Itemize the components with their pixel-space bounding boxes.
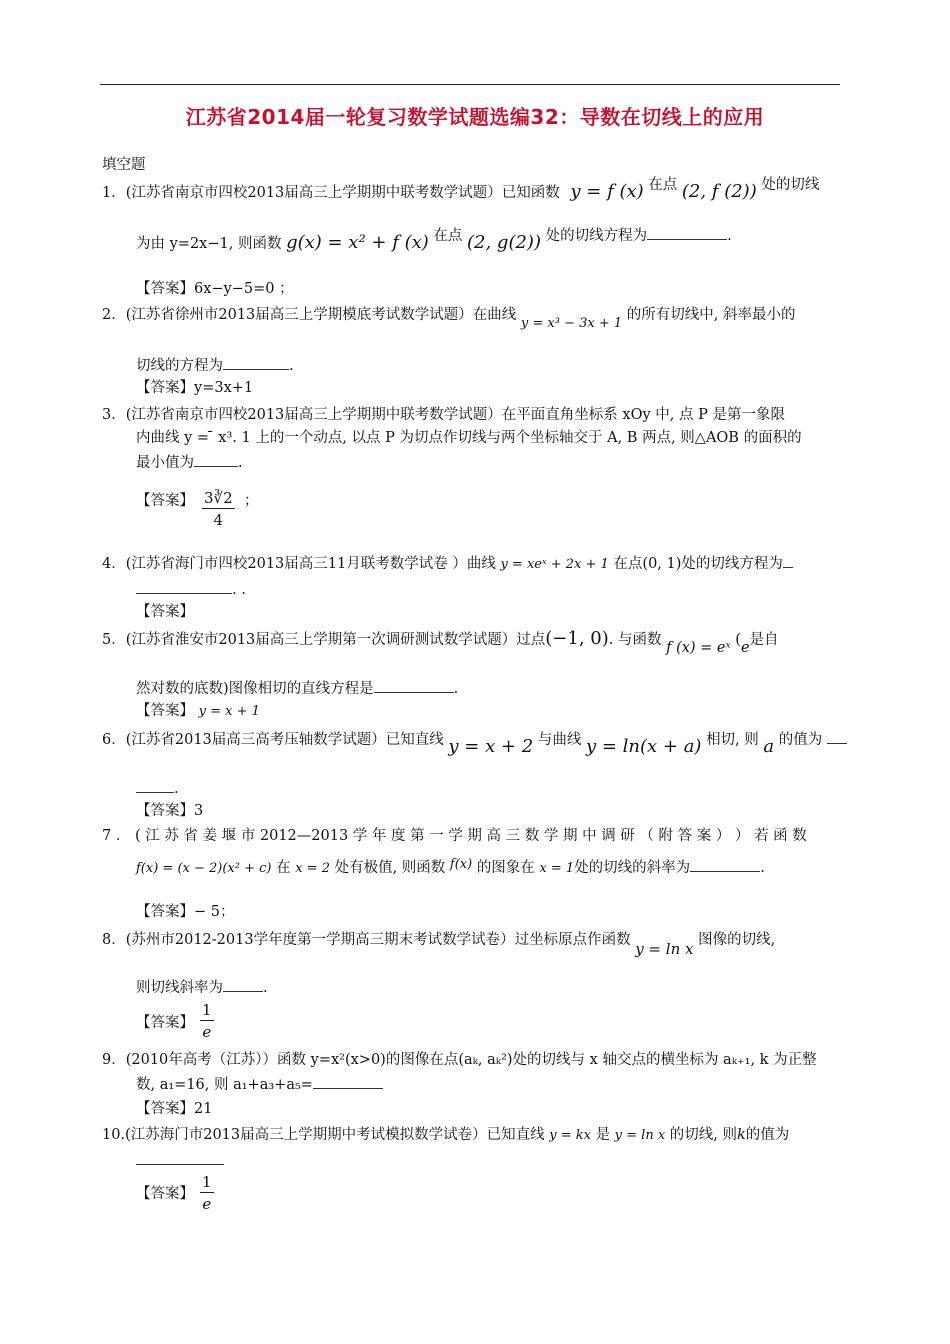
- q10-formula-k: k: [737, 1127, 746, 1143]
- question-6-answer: [136, 801, 203, 821]
- q10-answer-denominator: e: [202, 1195, 212, 1213]
- q8-text-b: 图像的切线,: [698, 932, 776, 948]
- q1-answer-text: 6x−y−5=0 ；: [194, 281, 294, 297]
- q5-answer-text: y = x + 1: [198, 704, 260, 719]
- q1-formula-y: y = f (x): [570, 181, 644, 202]
- answer-tag: 【答案】: [136, 803, 194, 819]
- q1-formula-point-g: (2, g(2)): [467, 232, 541, 253]
- q6-blank-tail: [827, 729, 847, 744]
- q5-text-c: (: [735, 632, 741, 648]
- question-10-line-1: [102, 1125, 789, 1146]
- q10-text-b: 是: [595, 1127, 611, 1143]
- q8-text-c: 则切线斜率为: [136, 980, 223, 996]
- question-6-line-2: [136, 778, 179, 799]
- q3-answer-tail: ；: [244, 493, 259, 509]
- q6-text-b: 与曲线: [537, 732, 582, 748]
- q10-formula-curve: y = ln x: [614, 1128, 666, 1143]
- question-1-answer: [136, 279, 294, 299]
- q8-answer-blank: [223, 977, 263, 992]
- q2-text-b: 的所有切线中, 斜率最小的: [626, 307, 796, 323]
- q1-formula-point: (2, f (2)): [681, 181, 757, 202]
- q2-period: .: [289, 358, 294, 374]
- q4-period: . .: [232, 582, 246, 598]
- q9-answer-blank: [313, 1074, 383, 1089]
- q5-formula-f: f (x) = eˣ: [666, 640, 731, 656]
- question-3-line-1: 3．(江苏省南京市四校2013届高三上学期期中联考数学试题）在平面直角坐标系 xOy 中, 点 P 是第一象限: [102, 407, 785, 423]
- q2-text-a: 2．(江苏省徐州市2013届高三上学期模底考试数学试题）在曲线: [102, 307, 517, 323]
- q10-formula-line: y = kx: [549, 1128, 591, 1143]
- q4-text-b: 在点(0, 1)处的切线方程为: [613, 556, 783, 572]
- answer-tag: 【答案】: [136, 1101, 194, 1117]
- q4-blank-tail: [783, 553, 793, 568]
- q6-text-a: 6．(江苏省2013届高三高考压轴数学试题）已知直线: [102, 732, 444, 748]
- q5-text-a: 5．(江苏省淮安市2013届高三上学期第一次调研测试数学试题）过点: [102, 632, 546, 648]
- q7-formula-x1: x = 1: [539, 861, 575, 876]
- q6-text-d: 的值为: [778, 732, 823, 748]
- q9-text-b: 数, a₁=16, 则 a₁+a₃+a₅=: [136, 1077, 313, 1093]
- answer-tag: 【答案】: [136, 493, 194, 509]
- question-2-line-1: [102, 305, 796, 331]
- q6-formula-a: a: [763, 736, 775, 757]
- question-4-line-1: [102, 553, 793, 575]
- q7-text-c: 处有极值, 则函数: [334, 860, 446, 876]
- q3-answer-denominator: 4: [213, 511, 224, 529]
- q10-answer-blank: [136, 1150, 224, 1165]
- answer-tag: 【答案】: [136, 1015, 194, 1031]
- q1-text-b: 在点: [648, 177, 678, 193]
- q8-text-a: 8．(苏州市2012-2013学年度第一学期高三期末考试数学试卷）过坐标原点作函数: [102, 932, 631, 948]
- q7-text-e: 处的切线的斜率为: [574, 860, 691, 876]
- q4-formula: y = xeˣ + 2x + 1: [500, 557, 609, 572]
- q1-text-d: 为由 y=2x−1, 则函数: [136, 236, 282, 252]
- question-7-line-2: [136, 857, 765, 879]
- header-rule: [100, 84, 840, 85]
- question-3-line-3: [136, 452, 243, 473]
- q10-answer-fraction: [200, 1172, 214, 1215]
- q10-text-c: 的切线, 则: [669, 1127, 737, 1143]
- q4-text-a: 4．(江苏省海门市四校2013届高三11月联考数学试卷 ）曲线: [102, 556, 496, 572]
- q3-answer-fraction: [202, 488, 235, 531]
- question-2-answer: [136, 378, 253, 398]
- q5-formula-point: (−1, 0): [545, 628, 609, 649]
- q5-answer-blank: [374, 678, 454, 693]
- q3-text-c: 最小值为: [136, 455, 194, 471]
- q10-answer-numerator: 1: [202, 1173, 212, 1191]
- q8-period: .: [263, 980, 268, 996]
- q6-text-c: 相切, 则: [706, 732, 759, 748]
- q7-answer-blank: [690, 857, 760, 872]
- q10-text-a: 10.(江苏海门市2013届高三上学期期中考试模拟数学试卷）已知直线: [102, 1127, 545, 1143]
- q7-text-d: 的图象在: [476, 860, 535, 876]
- question-4-line-2: [136, 579, 246, 600]
- q3-period: .: [238, 455, 243, 471]
- question-8-answer: [136, 1013, 194, 1033]
- question-9-line-1: 9．(2010年高考（江苏））函数 y=x²(x>0)的图像在点(aₖ, aₖ²)处的切线与 x 轴交点的横坐标为 aₖ₊₁, k 为正整: [102, 1052, 817, 1068]
- question-10-answer: [136, 1184, 194, 1204]
- answer-tag: 【答案】: [136, 281, 194, 297]
- question-3-line-2: 内曲线 y = ̄ x³. 1 上的一个动点, 以点 P 为切点作切线与两个坐标轴交于 A, B 两点, 则△AOB 的面积的: [136, 430, 802, 446]
- q1-text-a: 1．(江苏省南京市四校2013届高三上学期期中联考数学试题）已知函数: [102, 185, 560, 201]
- answer-tag: 【答案】: [136, 703, 194, 719]
- q7-formula-f: f(x) = (x − 2)(x² + c): [136, 861, 272, 876]
- page-title: 江苏省2014届一轮复习数学试题选编32：导数在切线上的应用: [185, 105, 765, 129]
- q6-period: .: [174, 781, 179, 797]
- q5-text-b: . 与函数: [608, 632, 662, 648]
- question-7-answer: [136, 902, 234, 922]
- q6-answer-blank: [136, 778, 174, 793]
- question-3-answer: [136, 491, 194, 511]
- q6-formula-line: y = x + 2: [448, 736, 534, 757]
- q5-period: .: [453, 681, 459, 697]
- q3-answer-blank: [194, 452, 238, 467]
- q4-answer-blank: [136, 579, 232, 594]
- q6-answer-text: 3: [194, 803, 204, 819]
- q7-formula-x2: x = 2: [295, 861, 330, 876]
- q1-text-c: 处的切线: [761, 177, 820, 193]
- answer-tag: 【答案】: [136, 380, 194, 396]
- question-6-line-1: [102, 729, 847, 757]
- question-5-line-2: [136, 678, 458, 699]
- q7-period: .: [760, 860, 765, 876]
- q2-formula: y = x³ − 3x + 1: [520, 316, 623, 331]
- question-9-answer: [136, 1099, 212, 1119]
- question-8-line-1: [102, 929, 776, 958]
- q2-answer-text: y=3x+1: [194, 380, 254, 396]
- q5-text-e: 然对数的底数)图像相切的直线方程是: [136, 681, 374, 697]
- q2-answer-blank: [223, 355, 289, 370]
- q1-text-e: 在点: [433, 228, 463, 244]
- q6-formula-curve: y = ln(x + a): [585, 736, 702, 757]
- question-2-line-2: [136, 355, 294, 376]
- q5-formula-e: e: [740, 640, 750, 656]
- q5-text-d: 是自: [749, 632, 779, 648]
- q1-answer-blank: [647, 225, 727, 240]
- question-7-line-1: 7 ． ( 江 苏 省 姜 堰 市 2012—2013 学 年 度 第 一 学 期 高 三 数 学 期 中 调 研 （ 附 答 案 ） ） 若 函 数: [102, 828, 807, 844]
- question-1-line-1: [102, 177, 820, 203]
- question-5-answer: [136, 701, 260, 722]
- question-8-line-2: [136, 977, 268, 998]
- q7-text-b: 在: [276, 860, 291, 876]
- answer-tag: 【答案】: [136, 904, 194, 920]
- answer-tag: 【答案】: [136, 1186, 194, 1202]
- q10-text-d: 的值为: [745, 1127, 790, 1143]
- q1-text-f: 处的切线方程为: [545, 228, 648, 244]
- question-9-line-2: [136, 1074, 383, 1095]
- q8-answer-numerator: 1: [202, 1001, 212, 1019]
- q1-period: .: [727, 228, 732, 244]
- q7-formula-fx: f(x): [449, 857, 473, 872]
- section-label: 填空题: [102, 157, 146, 173]
- q8-answer-fraction: [200, 1000, 214, 1043]
- q8-answer-denominator: e: [202, 1023, 212, 1041]
- question-4-answer: [136, 602, 194, 622]
- answer-tag: 【答案】: [136, 604, 194, 620]
- question-1-line-2: [136, 228, 732, 254]
- q1-formula-g: g(x) = x² + f (x): [286, 232, 429, 253]
- q2-text-c: 切线的方程为: [136, 358, 223, 374]
- q3-answer-numerator: 3∛2: [204, 489, 233, 507]
- q8-formula: y = ln x: [635, 940, 694, 958]
- q7-answer-text: − 5；: [194, 904, 235, 920]
- question-10-line-2: [136, 1150, 224, 1171]
- q9-answer-text: 21: [194, 1101, 213, 1117]
- question-5-line-1: [102, 628, 779, 656]
